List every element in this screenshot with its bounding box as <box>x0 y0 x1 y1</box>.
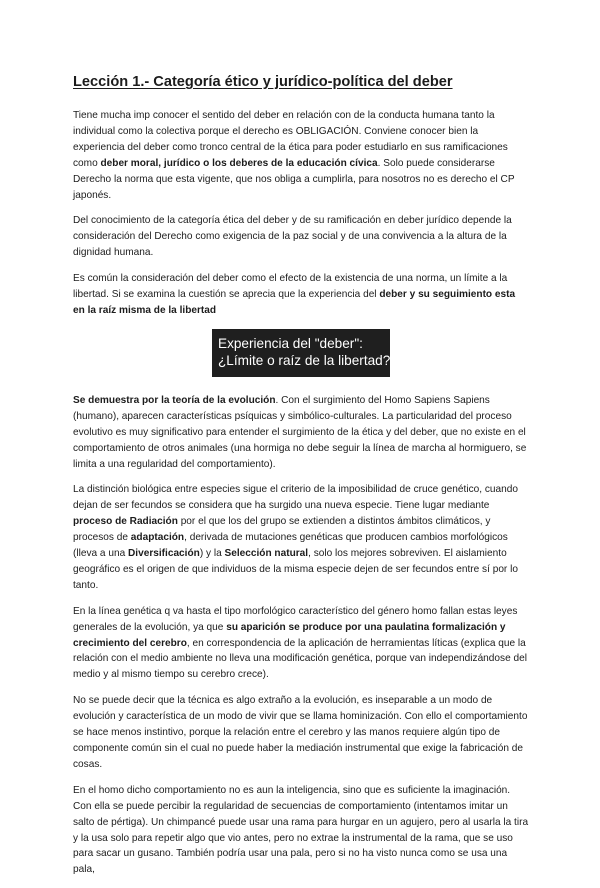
paragraph-5-text-4: ) y la <box>199 548 225 560</box>
paragraph-6-text-1: En la línea genética q va hasta el tipo morfológico característico del género homo fallan estas leyes generales de la evolución, ya que <box>73 605 518 633</box>
paragraph-6 <box>73 604 529 684</box>
paragraph-5-bold-2: adaptación <box>130 532 185 544</box>
banner-line-2: ¿Límite o raíz de la libertad? <box>218 352 390 368</box>
document-page <box>73 72 529 888</box>
banner-line-1: Experiencia del "deber": <box>218 335 363 351</box>
paragraph-4-bold-1: Se demuestra por la teoría de la evolución <box>73 394 276 406</box>
paragraph-8: En el homo dicho comportamiento no es aun la inteligencia, sino que es suficiente la imaginación. Con ella se puede percibir la regularidad de secuencias de comportamiento (intentamos imitar un salto de pértiga). Un chimpancé puede usar una rama para hurgar en un agujero, pero al usarla la tira y la usa solo para repetir algo que vio antes, pero no extrae la instrumental de la rama, que se uso para sacar un gusano. También podría usar una pala, pero si no ha visto nunca como se usa una pala, <box>73 784 529 876</box>
paragraph-1-text-2: . Solo puede considerarse Derecho la norma que esta vigente, que nos obliga a cumplirla, para nosotros no es derecho el CP japonés. <box>73 157 515 201</box>
paragraph-5-text-5: , solo los mejores sobreviven. El aislamiento geográfico es el origen de que individuos de la misma especie dejen de ser fecundos entre sí por lo tanto. <box>73 548 518 591</box>
paragraph-1 <box>73 108 529 203</box>
paragraph-6-text-2: , en correspondencia de la aplicación de herramientas líticas (explica que la relación con el medio ambiente no lleva una modificación genética, porque van independizándose del medio y al mismo tiempo su cerebro crece). <box>73 637 527 681</box>
banner-container <box>73 329 529 377</box>
paragraph-4 <box>73 393 529 473</box>
paragraph-5-text-2: por el que los del grupo se extienden a distintos ámbitos climáticos, y procesos de <box>73 516 491 544</box>
banner-image <box>212 329 390 377</box>
paragraph-4-text-1: . Con el surgimiento del Homo Sapiens Sapiens (humano), aparecen características psíquicas y simbólico-culturales. La particularidad del proceso evolutivo es muy significativo para entender el surgimiento de la ética y del deber, que no existe en el comportamiento de otros animales (una hormiga no debe seguir la línea de marcha al hormiguero, se limita a una regularidad del comportamiento). <box>73 394 527 470</box>
lesson-title: Lección 1.- Categoría ético y jurídico-política del deber <box>73 74 453 90</box>
paragraph-5-bold-3: Diversificación <box>128 548 200 560</box>
paragraph-5-bold-1: proceso de Radiación <box>73 516 178 528</box>
paragraph-5-bold-4: Selección natural <box>224 548 309 560</box>
paragraph-1-bold-1: deber moral, jurídico o los deberes de la educación cívica <box>100 157 378 169</box>
paragraph-5 <box>73 482 529 593</box>
paragraph-3-bold-1: deber y su seguimiento esta en la raíz misma de la libertad <box>73 289 516 316</box>
paragraph-2: Del conocimiento de la categoría ética del deber y de su ramificación en deber jurídico depende la consideración del Derecho como exigencia de la paz social y de una convivencia a la altura de la dignidad humana. <box>73 215 512 259</box>
paragraph-7: No se puede decir que la técnica es algo extraño a la evolución, es inseparable a un modo de evolución y característica de un modo de vivir que se llama hominización. Con ello el comportamiento se hace menos instintivo, porque la relación entre el cerebro y las manos requiere algún tipo de componente común sin el cual no puede haber la mediación instrumental que exige la fabricación de cosas. <box>73 695 528 770</box>
paragraph-3-text-1: Es común la consideración del deber como el efecto de la existencia de una norma, un límite a la libertad. Si se examina la cuestión se aprecia que la experiencia del <box>73 273 508 301</box>
paragraph-5-text-1: La distinción biológica entre especies sigue el criterio de la imposibilidad de cruce genético, cuando dejan de ser fecundos se considera que ha surgido una nueva especie. Tiene lugar mediante <box>73 484 518 512</box>
paragraph-3 <box>73 271 529 319</box>
paragraph-6-bold-1: su aparición se produce por una paulatina formalización y crecimiento del cerebro <box>73 621 506 649</box>
paragraph-1-text-1: Tiene mucha imp conocer el sentido del deber en relación con de la conducta humana tanto la individual como la colectiva porque el derecho es OBLIGACIÓN. Conviene conocer bien la experiencia del deber como tronco central de la ética para poder estudiarlo en sus ramificaciones como <box>73 110 508 169</box>
paragraph-5-text-3: , derivada de mutaciones genéticas que producen cambios morfológicos (lleva a una <box>73 532 508 560</box>
